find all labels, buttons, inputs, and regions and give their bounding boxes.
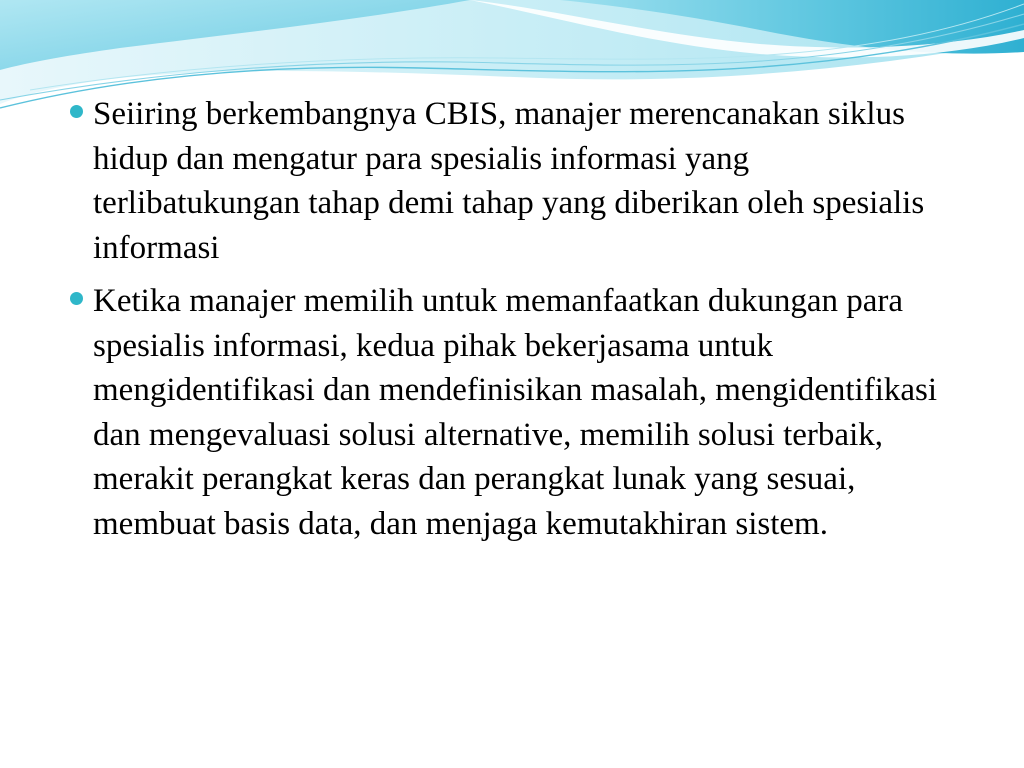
bullet-item-1 (62, 92, 962, 270)
round-bullet-icon (70, 292, 83, 305)
round-bullet-icon (70, 105, 83, 118)
bullet-item-2 (62, 279, 962, 546)
bullet-text-1: Seiiring berkembangnya CBIS, manajer merencanakan siklus hidup dan mengatur para spesialis informasi yang terlibatukungan tahap demi tahap yang diberikan oleh spesialis informasi (93, 96, 925, 266)
content-list (62, 92, 962, 555)
bullet-text-2: Ketika manajer memilih untuk memanfaatkan dukungan para spesialis informasi, kedua pihak bekerjasama untuk mengidentifikasi dan mendefinisikan masalah, mengidentifikasi dan mengevaluasi solusi alternative, memilih solusi terbaik, merakit perangkat keras dan perangkat lunak yang sesuai, membuat basis data, dan menjaga kemutakhiran sistem. (93, 283, 938, 542)
